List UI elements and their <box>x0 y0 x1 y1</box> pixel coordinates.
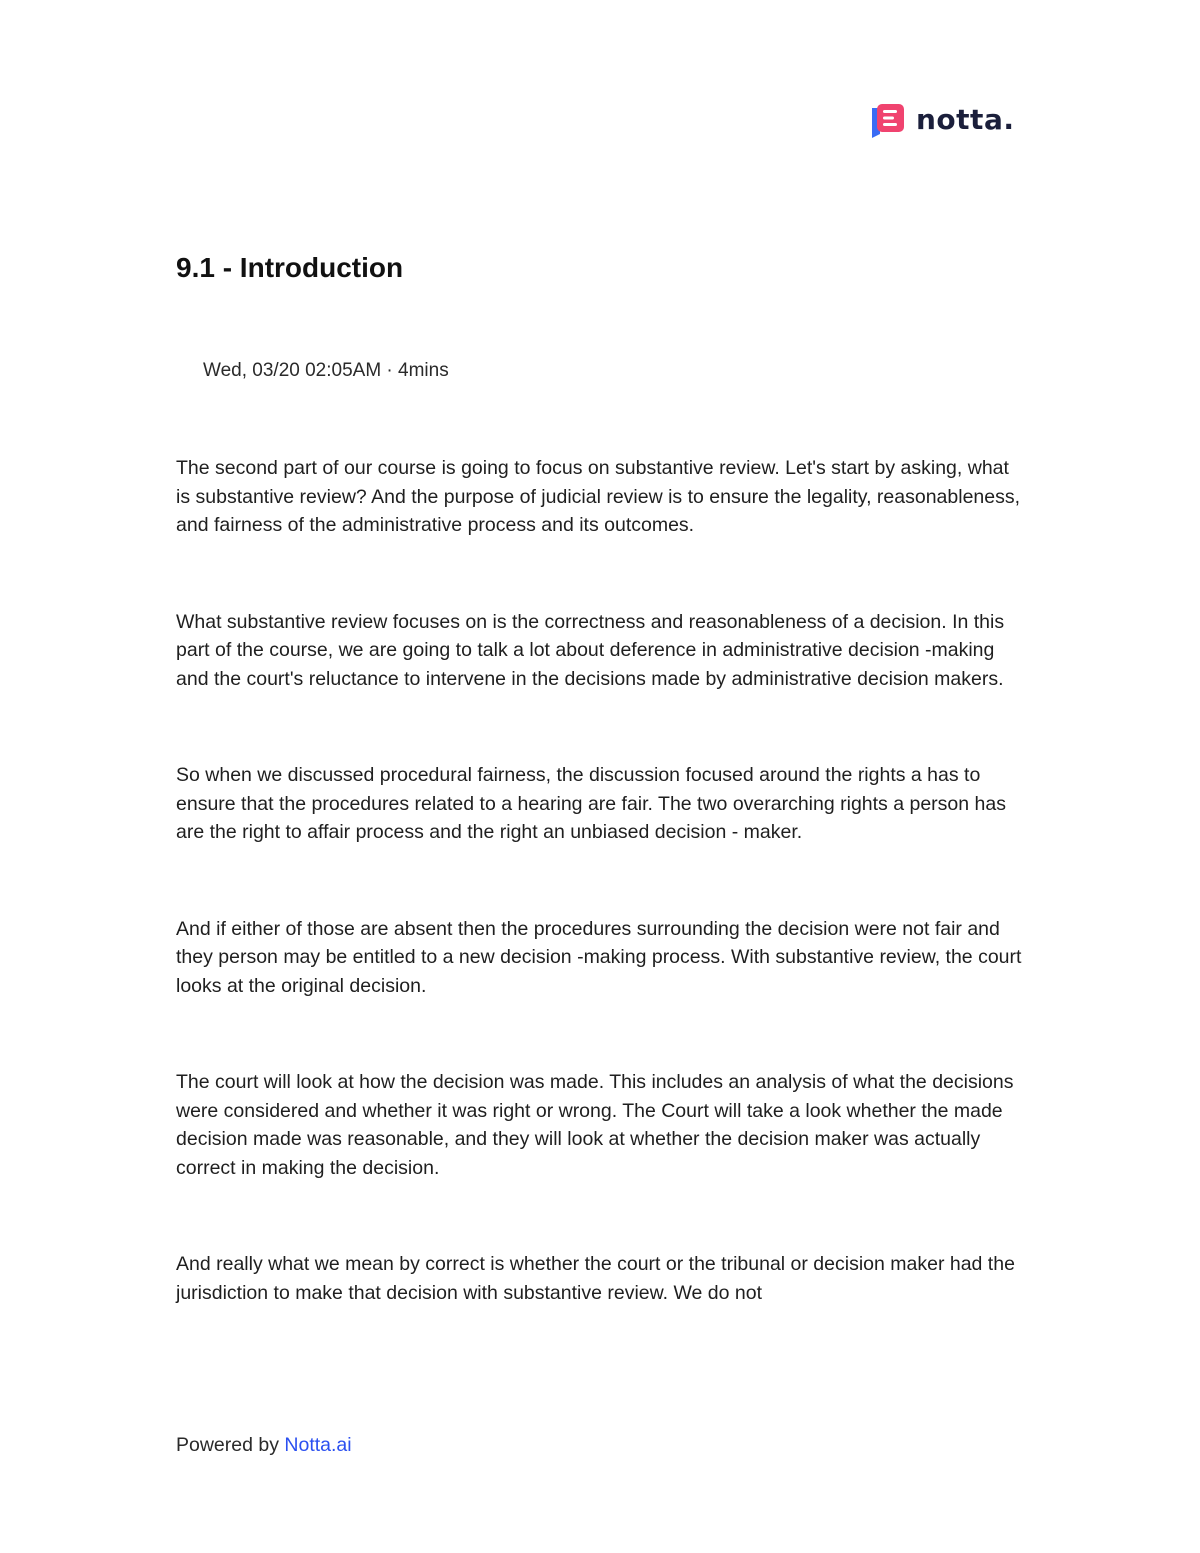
notta-logo <box>868 100 1014 140</box>
notta-link[interactable]: Notta.ai <box>284 1434 352 1456</box>
transcript-paragraph: And if either of those are absent then the procedures surrounding the decision were not fair and they person may be entitled to a new decision -making process. With substantive review, the court looks at the original decision. <box>176 917 1022 997</box>
transcript-body <box>176 454 1026 1375</box>
transcript-paragraph: What substantive review focuses on is the correctness and reasonableness of a decision. In this part of the course, we are going to talk a lot about deference in administrative decision -making and the court's reluctance to intervene in the decisions made by administrative decision makers. <box>176 610 1005 690</box>
footer-prefix: Powered by <box>176 1434 285 1456</box>
document-title: 9.1 - Introduction <box>176 252 404 283</box>
transcript-paragraph: So when we discussed procedural fairness, the discussion focused around the rights a has to ensure that the procedures related to a hearing are fair. The two overarching rights a person has are the right to affair process and the right an unbiased decision - maker. <box>176 764 1006 843</box>
notta-logo-icon <box>868 100 908 140</box>
notta-wordmark: notta. <box>916 103 1015 136</box>
footer <box>176 1434 352 1457</box>
transcript-paragraph: And really what we mean by correct is whether the court or the tribunal or decision maker had the jurisdiction to make that decision with substantive review. We do not <box>176 1253 1015 1304</box>
transcript-paragraph: The court will look at how the decision was made. This includes an analysis of what the decisions were considered and whether it was right or wrong. The Court will take a look whether the made decision made was reasonable, and they will look at whether the decision maker was actually correct in making the decision. <box>176 1071 1014 1179</box>
document-meta: Wed, 03/20 02:05AM · 4mins <box>203 360 449 381</box>
transcript-paragraph: The second part of our course is going to focus on substantive review. Let's start by asking, what is substantive review? And the purpose of judicial review is to ensure the legality, reasonableness, and fairness of the administrative process and its outcomes. <box>176 457 1021 536</box>
